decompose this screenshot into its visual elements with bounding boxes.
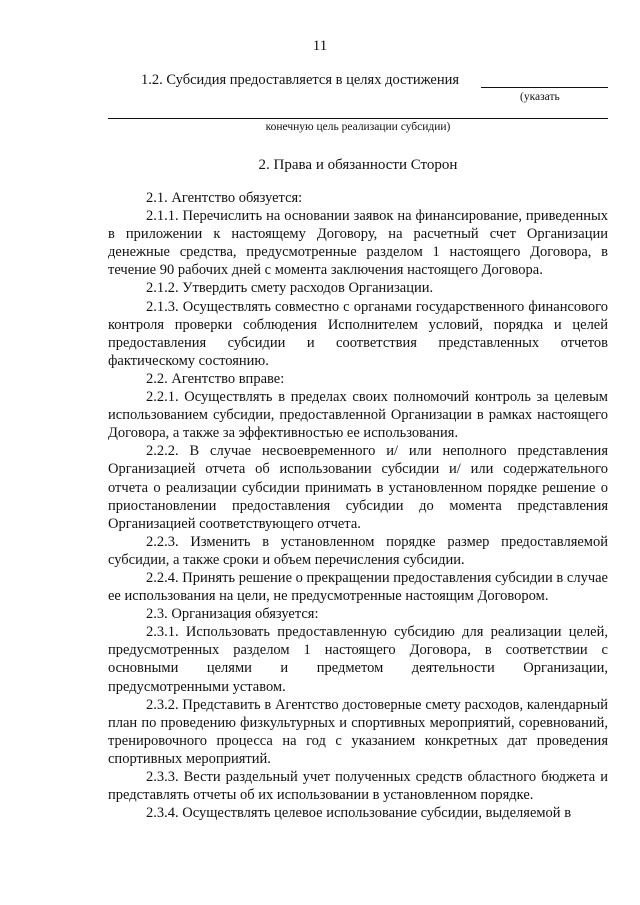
clause-2-2-3: 2.2.3. Изменить в установленном порядке размер предоставляемой субсидии, а также сроки и объем перечисления субсидии. (108, 533, 608, 568)
clause-2-1-2: 2.1.2. Утвердить смету расходов Организации. (146, 280, 434, 297)
blank-fill-line-short (481, 87, 608, 88)
clause-1-2-text: 1.2. Субсидия предоставляется в целях достижения (141, 72, 460, 88)
clause-2-1-3: 2.1.3. Осуществлять совместно с органами государственного финансового контроля проверки соблюдения Исполнителем условий, порядка и целей предоставления субсидии и соответствия представленных отчетов фактическому состоянию. (108, 298, 608, 369)
section-title: 2. Права и обязанности Сторон (258, 157, 458, 173)
clause-2-1-1: 2.1.1. Перечислить на основании заявок на финансирование, приведенных в приложении к настоящему Договору, на расчетный счет Организации денежные средства, предусмотренные разделом 1 настоящего Договора, в течение 90 рабочих дней с момента заключения настоящего Договора. (108, 208, 608, 279)
clause-2-3: 2.3. Организация обязуется: (146, 606, 319, 623)
clause-2-2-2: 2.2.2. В случае несвоевременного и/ или неполного представления Организацией отчета об использовании субсидии и/ или содержательного отчета о реализации субсидии принимать в установленном порядке решение о приостановлении предоставления субсидии до момента представления Организацией соответствующего отчета. (108, 443, 608, 532)
blank-hint-specify: (указать (520, 91, 560, 103)
clause-2-3-3: 2.3.3. Вести раздельный учет полученных средств областного бюджета и представлять отчеты об их использовании в установленном порядке. (108, 769, 608, 804)
clause-2-2: 2.2. Агентство вправе: (146, 370, 285, 387)
clause-2-3-2: 2.3.2. Представить в Агентство достоверные смету расходов, календарный план по проведению физкультурных и спортивных мероприятий, соревнований, тренировочного процесса на год с указанием конкретных дат проведения спортивных мероприятий. (108, 696, 608, 767)
section-body (108, 189, 608, 822)
clause-2-2-1: 2.2.1. Осуществлять в пределах своих полномочий контроль за целевым использованием субсидии, предоставленной Организации в рамках настоящего Договора, а также за эффективностью ее использования. (108, 389, 608, 442)
clause-2-3-4: 2.3.4. Осуществлять целевое использование субсидии, выделяемой в (146, 805, 572, 822)
page-number: 11 (312, 38, 328, 54)
blank-fill-line-long (108, 118, 608, 119)
blank-hint-goal: конечную цель реализации субсидии) (265, 121, 451, 133)
clause-2-3-1: 2.3.1. Использовать предоставленную субсидию для реализации целей, предусмотренных разделом 1 настоящего Договора, в соответствии с основными целями и предметом деятельности Организации, предусмотренными уставом. (108, 624, 608, 695)
clause-2-2-4: 2.2.4. Принять решение о прекращении предоставления субсидии в случае ее использования на цели, не предусмотренные настоящим Договором. (108, 569, 608, 605)
clause-2-1: 2.1. Агентство обязуется: (146, 190, 303, 206)
